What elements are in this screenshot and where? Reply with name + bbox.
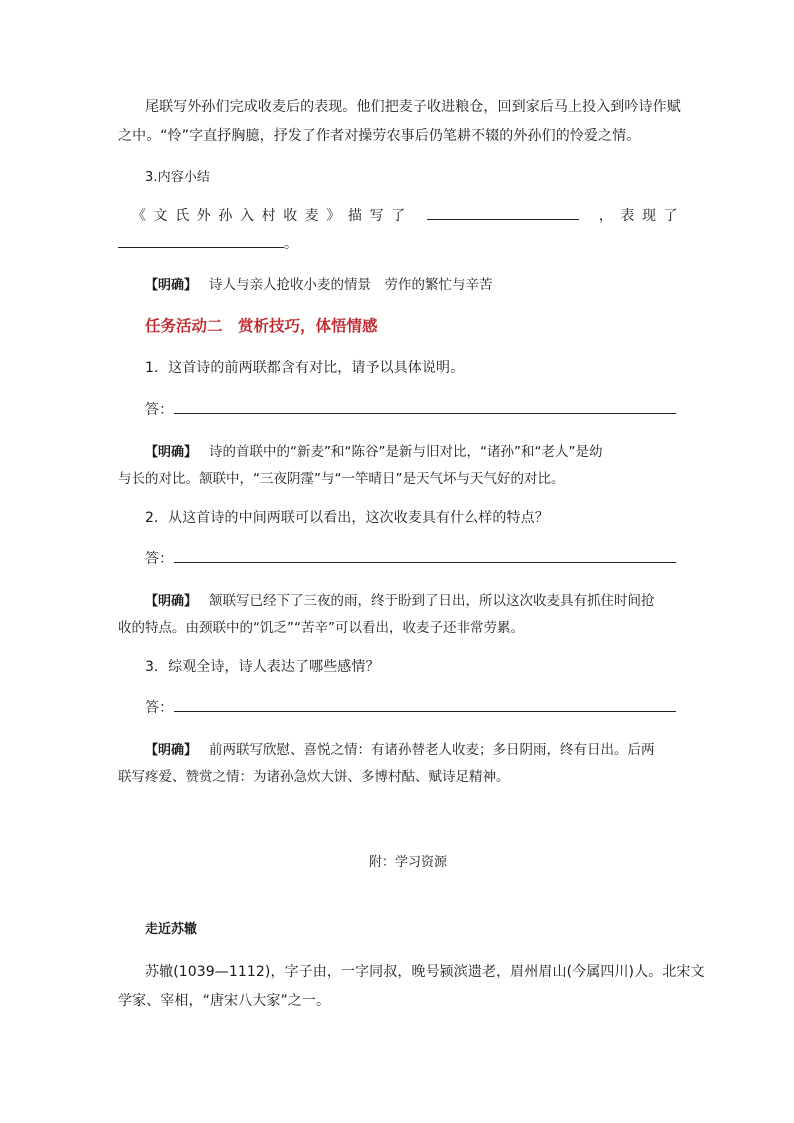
intro-line-2: 之中。“怜”字直抒胸臆，抒发了作者对操劳农事后仍笔耕不辍的外孙们的怜爱之情。: [118, 128, 641, 144]
answer-label-3: 答：: [145, 700, 174, 716]
clarify-text: 前两联写欣慰、喜悦之情：有诸孙替老人收麦；多日阴雨，终有日出。后两: [209, 742, 655, 758]
clarify-2-line-1: [145, 589, 655, 609]
summary-fill-line: [132, 205, 685, 225]
summary-clarify: [145, 273, 493, 293]
clarify-label: 【明确】: [145, 278, 198, 293]
clarify-3-line-1: [145, 738, 655, 758]
summary-blank-2[interactable]: [118, 233, 284, 248]
appendix-line-1: 苏辙(1039—1112)，字子由，一字同叔，晚号颍滨遗老，眉州眉山(今属四川)人。北宋文: [145, 964, 705, 980]
question-3: 3．综观全诗，诗人表达了哪些感情？: [145, 659, 380, 675]
appendix-title: 附：学习资源: [369, 855, 448, 870]
clarify-1-line-2: 与长的对比。颔联中，“三夜阴霪”与“一竿晴日”是天气坏与天气好的对比。: [118, 471, 565, 487]
answer-label-2: 答：: [145, 551, 174, 567]
clarify-text: 诗人与亲人抢收小麦的情景 劳作的繁忙与辛苦: [209, 277, 493, 293]
answer-label-1: 答：: [145, 402, 174, 418]
clarify-label: 【明确】: [145, 594, 198, 609]
clarify-label: 【明确】: [145, 743, 198, 758]
question-1: 1．这首诗的前两联都含有对比，请予以具体说明。: [145, 360, 465, 376]
answer-line-2[interactable]: [174, 562, 676, 563]
summary-fill-text-b: ，表现了: [598, 208, 686, 224]
summary-fill-text-a: 《文氏外孙入村收麦》描写了: [132, 208, 413, 224]
summary-fill-end: 。: [284, 236, 299, 252]
clarify-label: 【明确】: [145, 445, 198, 460]
summary-blank-1[interactable]: [427, 205, 579, 220]
task2-title: 任务活动二 赏析技巧，体悟情感: [145, 317, 378, 335]
appendix-line-2: 学家、宰相，“唐宋八大家”之一。: [118, 993, 331, 1009]
question-2: 2．从这首诗的中间两联可以看出，这次收麦具有什么样的特点？: [145, 510, 549, 526]
clarify-2-line-2: 收的特点。由颈联中的“饥乏”“苦辛”可以看出，收麦子还非常劳累。: [118, 620, 524, 636]
clarify-3-line-2: 联写疼爱、赞赏之情：为诸孙急炊大饼、多博村酤、赋诗足精神。: [118, 769, 510, 785]
clarify-text: 诗的首联中的“新麦”和“陈谷”是新与旧对比，“诸孙”和“老人”是幼: [209, 444, 603, 460]
clarify-text: 颔联写已经下了三夜的雨，终于盼到了日出，所以这次收麦具有抓住时间抢: [209, 593, 655, 609]
answer-line-1[interactable]: [174, 413, 676, 414]
clarify-1-line-1: [145, 440, 602, 460]
intro-line-1: 尾联写外孙们完成收麦后的表现。他们把麦子收进粮仓，回到家后马上投入到吟诗作赋: [145, 99, 681, 115]
answer-line-3[interactable]: [174, 711, 676, 712]
summary-heading: 3.内容小结: [145, 170, 211, 185]
appendix-subtitle: 走近苏辙: [145, 922, 198, 937]
summary-fill-line-2: [118, 233, 298, 253]
